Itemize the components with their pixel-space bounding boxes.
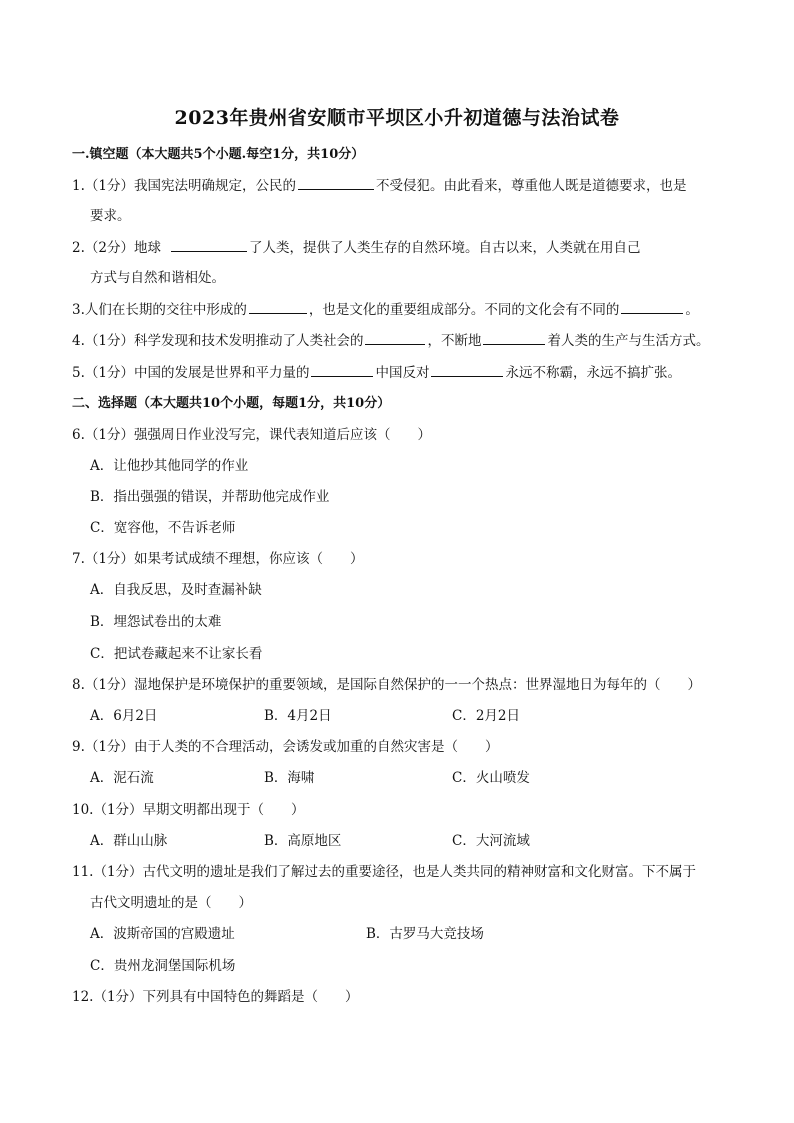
- q3-text-a: 3.人们在长期的交往中形成的: [72, 302, 247, 318]
- q10-option-b: B．高原地区: [264, 833, 342, 849]
- section-choice-heading: 二、选择题（本大题共10个小题，每题1分，共10分）: [72, 396, 391, 411]
- q5-text-a: 5.（1分）中国的发展是世界和平力量的: [72, 365, 310, 381]
- q2-text-b: 了人类，提供了人类生存的自然环境。自古以来，人类就在用自己: [248, 240, 641, 256]
- q3-blank-1: [249, 301, 307, 314]
- q2-text-a: 2.（2分）地球: [72, 240, 161, 256]
- exam-title: 2023年贵州省安顺市平坝区小升初道德与法治试卷: [174, 107, 620, 129]
- question-7-stem: 7.（1分）如果考试成绩不理想，你应该（ ）: [72, 551, 364, 567]
- q11-option-b: B．古罗马大竞技场: [366, 926, 484, 942]
- q4-text-a: 4.（1分）科学发现和技术发明推动了人类社会的: [72, 333, 364, 349]
- q1-text-a: 1.（1分）我国宪法明确规定，公民的: [72, 178, 296, 194]
- q5-text-b: 中国反对: [375, 365, 430, 381]
- q4-blank-1: [365, 332, 425, 345]
- q5-blank-2: [431, 364, 503, 377]
- q7-option-b: B．埋怨试卷出的太难: [90, 614, 222, 630]
- q1-text-b: 不受侵犯。由此看来，尊重他人既是道德要求，也是: [375, 178, 687, 194]
- q4-text-b: ，不断地: [427, 333, 482, 349]
- question-8-stem: 8.（1分）湿地保护是环境保护的重要领域，是国际自然保护的一一个热点：世界湿地日为每年的（ ）: [72, 677, 701, 693]
- q9-option-b: B．海啸: [264, 770, 315, 786]
- q3-text-c: 。: [685, 302, 699, 318]
- q8-option-b: B．4月2日: [264, 708, 332, 724]
- q4-blank-2: [483, 332, 545, 345]
- q2-continuation: 方式与自然和谐相处。: [90, 270, 225, 286]
- question-11-stem-continuation: 古代文明遗址的是（ ）: [90, 895, 252, 911]
- question-2: [72, 239, 640, 257]
- q10-option-c: C．大河流域: [452, 833, 530, 849]
- q1-blank-1: [298, 177, 374, 190]
- question-10-stem: 10.（1分）早期文明都出现于（ ）: [72, 802, 305, 818]
- q5-blank-1: [311, 364, 373, 377]
- q10-option-a: A．群山山脉: [90, 833, 168, 849]
- q2-blank-1: [171, 239, 247, 252]
- q6-option-b: B．指出强强的错误，并帮助他完成作业: [90, 489, 330, 505]
- question-3: [72, 301, 699, 319]
- question-12-stem: 12.（1分）下列具有中国特色的舞蹈是（ ）: [72, 989, 359, 1005]
- q4-text-c: 着人类的生产与生活方式。: [547, 333, 710, 349]
- question-1: [72, 177, 686, 195]
- q11-option-a: A．波斯帝国的宫殿遗址: [90, 926, 235, 942]
- question-9-stem: 9.（1分）由于人类的不合理活动，会诱发或加重的自然灾害是（ ）: [72, 739, 499, 755]
- section-fill-blank-heading: 一.镇空题（本大题共5个小题.每空1分，共10分）: [72, 147, 365, 162]
- q7-option-c: C．把试卷藏起来不让家长看: [90, 646, 263, 662]
- q6-option-c: C．宽容他，不告诉老师: [90, 520, 236, 536]
- q7-option-a: A．自我反思，及时查漏补缺: [90, 582, 262, 598]
- question-11-stem: 11.（1分）古代文明的遗址是我们了解过去的重要途径，也是人类共同的精神财富和文化财富。下不属于: [72, 864, 697, 880]
- q6-option-a: A．让他抄其他同学的作业: [90, 458, 249, 474]
- q9-option-a: A．泥石流: [90, 770, 154, 786]
- question-5: [72, 364, 681, 382]
- q9-option-c: C．火山喷发: [452, 770, 530, 786]
- q1-continuation: 要求。: [90, 208, 131, 224]
- q5-text-c: 永远不称霸，永远不搞扩张。: [505, 365, 681, 381]
- question-6-stem: 6.（1分）强强周日作业没写完，课代表知道后应该（ ）: [72, 427, 431, 443]
- question-4: [72, 332, 709, 350]
- q3-blank-2: [621, 301, 683, 314]
- q8-option-c: C．2月2日: [452, 708, 521, 724]
- q8-option-a: A．6月2日: [90, 708, 158, 724]
- q3-text-b: ，也是文化的重要组成部分。不同的文化会有不同的: [308, 302, 620, 318]
- q11-option-c: C．贵州龙洞堡国际机场: [90, 958, 236, 974]
